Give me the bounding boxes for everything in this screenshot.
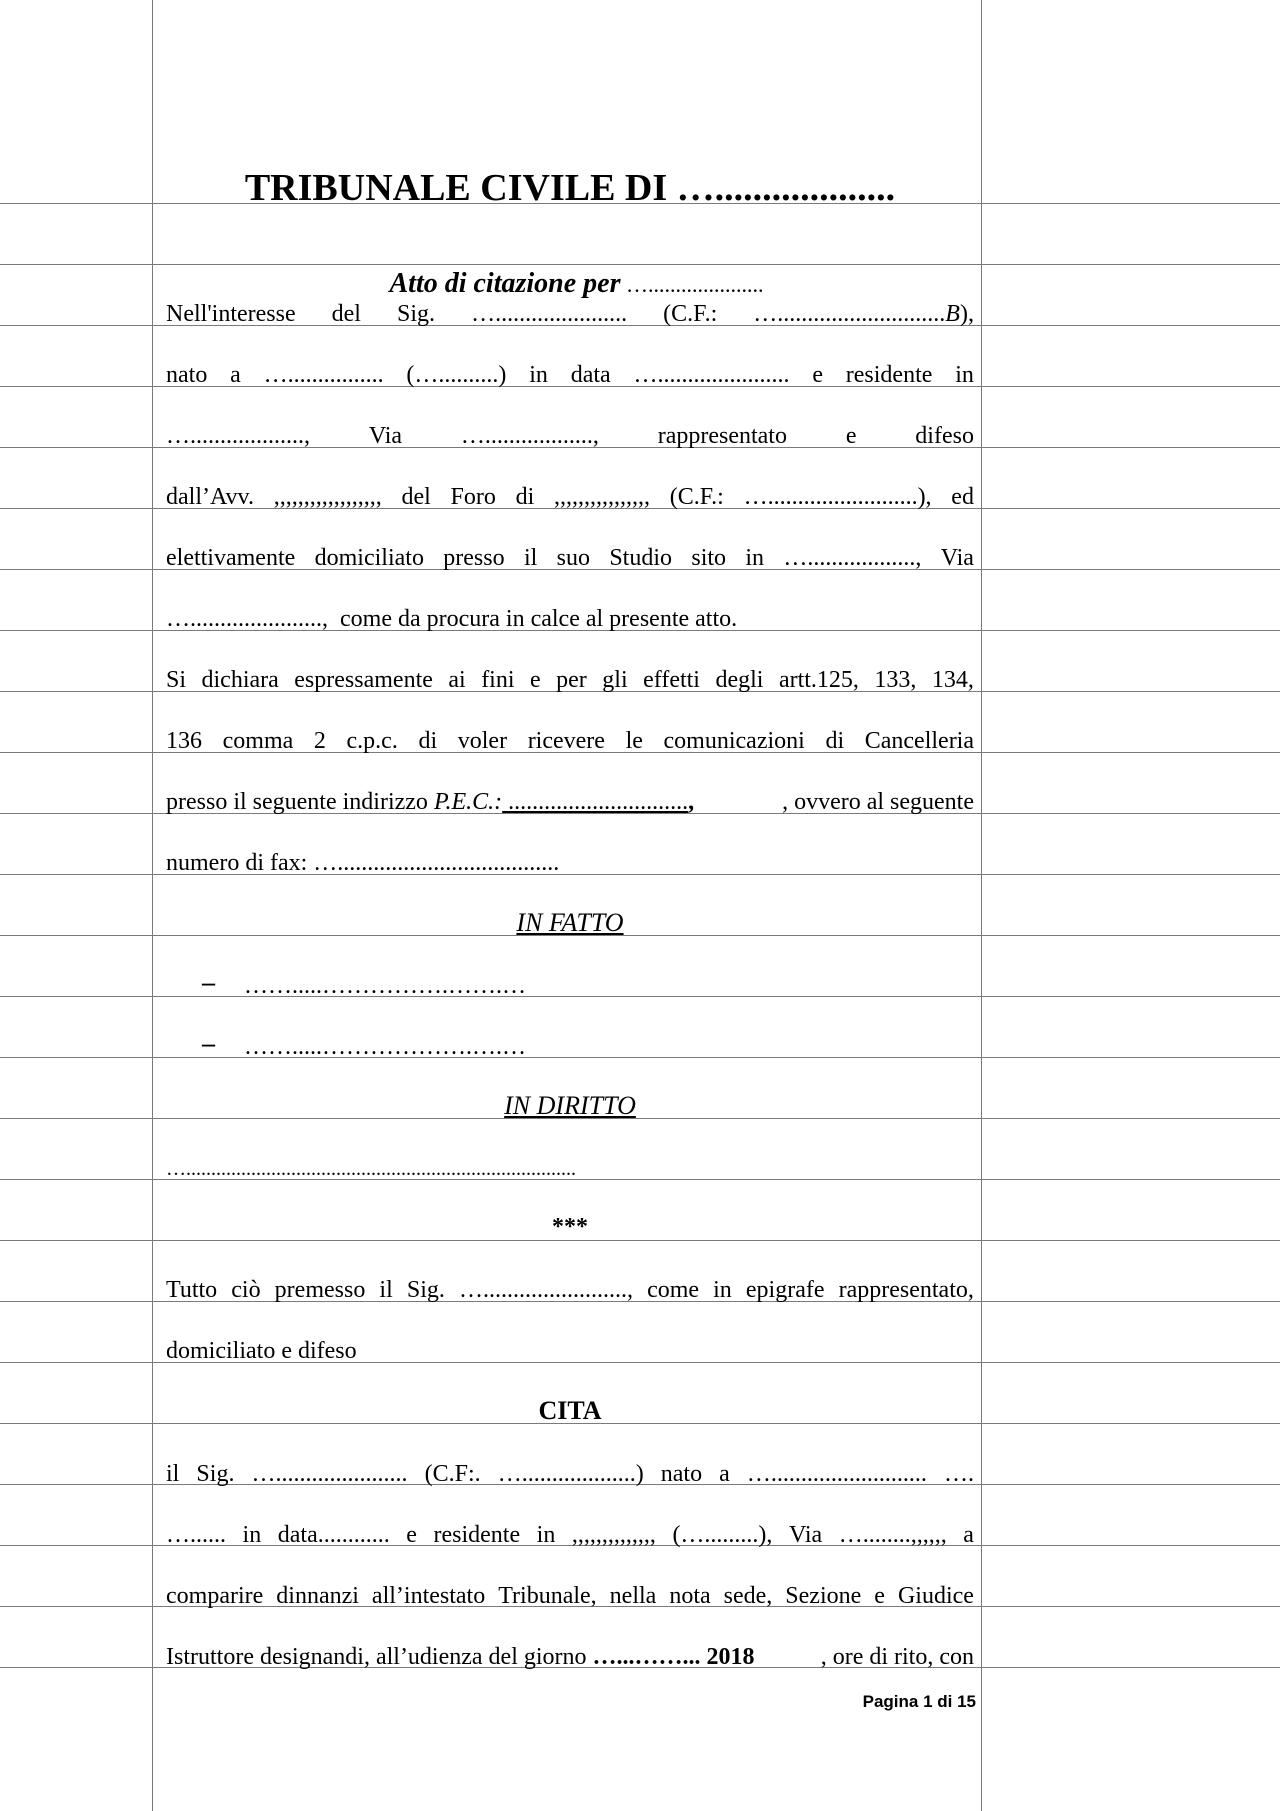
word: Sig. bbox=[196, 1461, 235, 1487]
word: effetti bbox=[643, 667, 700, 693]
word: nota bbox=[669, 1583, 711, 1609]
word: …........................, bbox=[458, 1277, 633, 1303]
word: il bbox=[379, 1277, 393, 1303]
document-title: TRIBUNALE CIVILE DI …................... bbox=[244, 167, 896, 209]
paragraph-line bbox=[166, 544, 974, 572]
paragraph-line bbox=[166, 1521, 974, 1549]
paragraph-line: presso il seguente indirizzo P.E.C.: .............................., , ovvero al seguente bbox=[166, 789, 974, 815]
word: a bbox=[963, 1522, 974, 1548]
word: …. bbox=[943, 1461, 974, 1487]
word: del bbox=[401, 484, 431, 510]
word: in bbox=[536, 1522, 556, 1548]
word: data bbox=[570, 362, 611, 388]
word: presso bbox=[443, 545, 505, 571]
paragraph-line bbox=[166, 1460, 974, 1488]
word: (….........), bbox=[672, 1522, 773, 1548]
word: il bbox=[523, 545, 538, 571]
paragraph-line: numero di fax: …..................................... bbox=[166, 850, 560, 876]
paragraph-line bbox=[166, 1276, 974, 1304]
word: Giudice bbox=[897, 1583, 974, 1609]
pec-address: .............................. bbox=[502, 789, 689, 815]
word: Tutto bbox=[166, 1277, 218, 1303]
word: c.p.c. bbox=[346, 728, 398, 754]
word: di bbox=[515, 484, 535, 510]
paragraph-line bbox=[166, 483, 974, 511]
word: comma bbox=[222, 728, 294, 754]
word: espressamente bbox=[294, 667, 433, 693]
word: 133, bbox=[874, 667, 917, 693]
word: di bbox=[418, 728, 438, 754]
section-heading-cita: CITA bbox=[538, 1396, 602, 1425]
bullet-marker: – bbox=[202, 1029, 215, 1058]
right-margin-line bbox=[981, 0, 982, 1811]
word: …........,,,,,, bbox=[838, 1522, 947, 1548]
word: ed bbox=[951, 484, 974, 510]
pec-tail: , ovvero al seguente bbox=[782, 789, 974, 815]
word: premesso bbox=[274, 1277, 366, 1303]
paragraph-line bbox=[166, 666, 974, 694]
word: nato bbox=[660, 1461, 703, 1487]
word: Studio bbox=[609, 545, 673, 571]
word: di bbox=[825, 728, 845, 754]
word: Via bbox=[368, 423, 403, 449]
word: fini bbox=[481, 667, 515, 693]
rule-line bbox=[0, 996, 1280, 997]
paragraph-line bbox=[166, 300, 974, 328]
word: ,,,,,,,,,,,,,, bbox=[571, 1522, 656, 1548]
bullet-item: …….....……………….….… bbox=[244, 1034, 526, 1060]
word: voler bbox=[457, 728, 508, 754]
word: epigrafe bbox=[745, 1277, 825, 1303]
rule-line bbox=[0, 1057, 1280, 1058]
paragraph-line bbox=[166, 1582, 974, 1610]
word: del bbox=[331, 301, 361, 327]
word: e bbox=[812, 362, 823, 388]
word: residente bbox=[845, 362, 933, 388]
word: Sig. bbox=[397, 301, 436, 327]
word: gli bbox=[602, 667, 628, 693]
word: comparire bbox=[166, 1583, 264, 1609]
subtitle-main: Atto di citazione per bbox=[389, 268, 621, 299]
word: …...................... bbox=[251, 1461, 408, 1487]
word: in bbox=[713, 1277, 732, 1303]
bullet-item: …….....…………….…….… bbox=[244, 973, 526, 999]
word: domiciliato bbox=[314, 545, 424, 571]
paragraph-line: …......................, come da procura in calce al presente atto. bbox=[166, 606, 738, 632]
word: 134, bbox=[931, 667, 974, 693]
word: dichiara bbox=[201, 667, 279, 693]
word: e bbox=[845, 423, 857, 449]
paragraph-line bbox=[166, 1643, 974, 1671]
word: a bbox=[719, 1461, 730, 1487]
word: sede, bbox=[723, 1583, 773, 1609]
subtitle-dots: …..................... bbox=[620, 272, 764, 297]
hearing-date: …...……... 2018 bbox=[592, 1644, 755, 1670]
word: suo bbox=[556, 545, 590, 571]
word: in bbox=[955, 362, 974, 388]
word: residente bbox=[433, 1522, 521, 1548]
paragraph-line bbox=[166, 422, 974, 450]
word: rappresentato bbox=[657, 423, 787, 449]
word: e bbox=[874, 1583, 885, 1609]
left-margin-line bbox=[152, 0, 153, 1811]
word: ciò bbox=[231, 1277, 261, 1303]
word: dall’Avv. bbox=[166, 484, 254, 510]
word: sito bbox=[691, 545, 727, 571]
word: come bbox=[647, 1277, 700, 1303]
word: il bbox=[166, 1461, 180, 1487]
word: per bbox=[556, 667, 587, 693]
word: comunicazioni bbox=[663, 728, 805, 754]
word: ….........................), bbox=[743, 484, 932, 510]
pec-label: P.E.C.: bbox=[433, 789, 503, 815]
word: le bbox=[625, 728, 643, 754]
word: (C.F.: bbox=[669, 484, 724, 510]
word: Sezione bbox=[785, 1583, 862, 1609]
dotted-line: ….............................................................................. bbox=[166, 1158, 576, 1180]
section-separator: *** bbox=[552, 1214, 588, 1240]
word: in bbox=[242, 1522, 262, 1548]
word: 2 bbox=[313, 728, 326, 754]
word: nato bbox=[166, 362, 208, 388]
hearing-tail: , ore di rito, con bbox=[820, 1644, 974, 1670]
word: …...... bbox=[166, 1522, 226, 1548]
word: ….......................... bbox=[746, 1461, 927, 1487]
word: …...................) bbox=[497, 1461, 644, 1487]
word: ricevere bbox=[527, 728, 605, 754]
word: e bbox=[406, 1522, 417, 1548]
word: …...................... bbox=[471, 301, 628, 327]
word: Nell'interesse bbox=[166, 301, 296, 327]
word: dinnanzi bbox=[276, 1583, 359, 1609]
section-heading-in-diritto: IN DIRITTO bbox=[504, 1091, 636, 1120]
word: Cancelleria bbox=[864, 728, 974, 754]
word: nella bbox=[609, 1583, 657, 1609]
word: elettivamente bbox=[166, 545, 296, 571]
word: e bbox=[530, 667, 541, 693]
word: (C.F:. bbox=[424, 1461, 481, 1487]
word: Via bbox=[940, 545, 974, 571]
word: rappresentato, bbox=[838, 1277, 974, 1303]
pec-intro: presso il seguente indirizzo bbox=[166, 789, 434, 815]
word: 136 bbox=[166, 728, 202, 754]
section-heading-in-fatto: IN FATTO bbox=[516, 908, 624, 937]
rule-line bbox=[1222, 203, 1280, 204]
word: a bbox=[230, 362, 241, 388]
word: ai bbox=[448, 667, 466, 693]
word: Foro bbox=[450, 484, 496, 510]
word: ….................., bbox=[783, 545, 922, 571]
word: Tribunale, bbox=[498, 1583, 597, 1609]
word: …................ bbox=[263, 362, 384, 388]
word: …...................... bbox=[633, 362, 790, 388]
word: Si bbox=[166, 667, 187, 693]
word: in bbox=[529, 362, 548, 388]
paragraph-line bbox=[166, 727, 974, 755]
word: artt.125, bbox=[778, 667, 859, 693]
word: (C.F.: bbox=[663, 301, 718, 327]
word: ,,,,,,,,,,,,,,,, bbox=[554, 484, 650, 510]
word: Via bbox=[788, 1522, 823, 1548]
word: ,,,,,,,,,,,,,,,,,, bbox=[273, 484, 382, 510]
paragraph-line bbox=[166, 361, 974, 389]
word: difeso bbox=[915, 423, 974, 449]
word: all’intestato bbox=[371, 1583, 486, 1609]
document-subtitle bbox=[166, 236, 974, 301]
bullet-marker: – bbox=[202, 968, 215, 997]
word: degli bbox=[715, 667, 764, 693]
word: ….................., bbox=[460, 423, 599, 449]
page-number: Pagina 1 di 15 bbox=[862, 1692, 976, 1711]
word: …............................B), bbox=[753, 301, 974, 327]
word: …..................., bbox=[166, 423, 310, 449]
hearing-intro: Istruttore designandi, all’udienza del giorno bbox=[166, 1644, 593, 1670]
word: in bbox=[745, 545, 765, 571]
paragraph-line: domiciliato e difeso bbox=[166, 1338, 357, 1364]
word: data............ bbox=[277, 1522, 390, 1548]
word: Sig. bbox=[406, 1277, 445, 1303]
word: (…..........) bbox=[406, 362, 507, 388]
